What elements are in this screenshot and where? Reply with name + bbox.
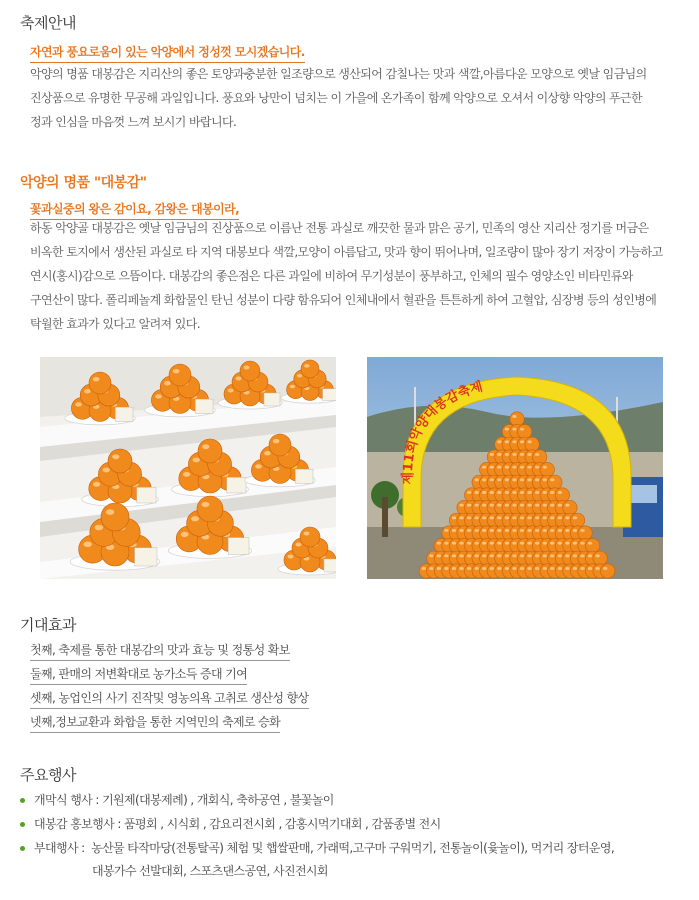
festival-description [30, 62, 695, 134]
festival-description-line: 악양의 명품 대봉감은 지리산의 좋은 토양과충분한 일조량으로 생산되어 감칠나는 맛과 색깔,아름다운 모양으로 옛날 임금님의 [30, 67, 647, 81]
effect-item: 넷째,정보교환과 화합을 통한 지역민의 축제로 승화 [30, 713, 280, 733]
event-label: 대봉감 홍보행사 : [34, 817, 121, 831]
product-highlight-text: 꽃과실중의 왕은 감이요, 감왕은 대봉이라, [30, 200, 239, 220]
persimmon-display-photo [40, 357, 336, 579]
effect-item: 셋째, 농업인의 사기 진작및 영농의욕 고취로 생산성 향상 [30, 689, 309, 709]
green-bullet-icon [20, 822, 25, 827]
product-description-line: 탁월한 효과가 있다고 알려져 있다. [30, 317, 200, 331]
persimmon-pyramid-photo [367, 357, 663, 579]
product-description [30, 216, 698, 336]
festival-section-title: 축제안내 [20, 14, 76, 32]
persimmon-pyramid-illustration [367, 357, 663, 579]
effects-section-title: 기대효과 [20, 616, 76, 634]
product-description-line: 비옥한 토지에서 생산된 과실로 타 지역 대봉보다 색깔,모양이 아름답고, 맛과 향이 뛰어나며, 일조량이 많아 장기 저장이 가능하고 [30, 245, 663, 259]
event-text: 품평회 , 시식회 , 감요리전시회 , 감홍시먹기대회 , 감품종별 전시 [124, 817, 441, 831]
festival-description-line: 정과 인심을 마음껏 느껴 보시기 바랍니다. [30, 115, 237, 129]
effect-item: 첫째, 축제를 통한 대봉감의 맛과 효능 및 정통성 확보 [30, 641, 290, 661]
product-description-line: 하동 악양골 대봉감은 옛날 임금님의 진상품으로 이름난 전통 과실로 깨끗한 물과 맑은 공기, 민족의 영산 지리산 정기를 머금은 [30, 221, 649, 235]
persimmon-display-illustration [40, 357, 336, 579]
festival-highlight [30, 41, 305, 63]
event-text: 기원제(대봉제례) , 개회식, 축하공연 , 불꽃놀이 [102, 793, 334, 807]
effect-item: 둘째, 판매의 저변확대로 농가소득 증대 기여 [30, 665, 247, 685]
event-row-continuation: 대봉가수 선발대회, 스포츠댄스공연, 사진전시회 [92, 864, 328, 878]
product-description-line: 구연산이 많다. 폴리페놀계 화합물인 탄닌 성분이 다량 함유되어 인체내에서 혈관을 튼튼하게 하여 고혈압, 심장병 등의 성인병에 [30, 293, 657, 307]
festival-highlight-text: 자연과 풍요로움이 있는 악양에서 정성껏 모시겠습니다. [30, 43, 305, 63]
festival-description-line: 진상품으로 유명한 무공해 과일입니다. 풍요와 낭만이 넘치는 이 가을에 온가족이 함께 악양으로 오셔서 이상향 악양의 푸근한 [30, 91, 643, 105]
event-label: 개막식 행사 : [34, 793, 99, 807]
event-text: 농산물 타작마당(전통탈곡) 체험 및 햅쌀판매, 가래떡,고구마 구워먹기, 전통놀이(윷놀이), 먹거리 장터운영, [91, 841, 615, 855]
festival-arch-text: 제11회악양대봉감축제 [401, 379, 485, 485]
event-label: 부대행사 : [34, 841, 85, 855]
product-description-line: 연시(홍시)감으로 으뜸이다. 대봉감의 좋은점은 다른 과일에 비하여 무기성분이 풍부하고, 인체의 필수 영양소인 비타민류와 [30, 269, 633, 283]
product-section-title: 악양의 명품 "대봉감" [20, 175, 147, 191]
event-row-promotion [20, 815, 441, 832]
events-section-title: 주요행사 [20, 766, 76, 784]
green-bullet-icon [20, 798, 25, 803]
event-row-side-events [20, 839, 614, 856]
event-row-opening [20, 791, 334, 808]
green-bullet-icon [20, 846, 25, 851]
